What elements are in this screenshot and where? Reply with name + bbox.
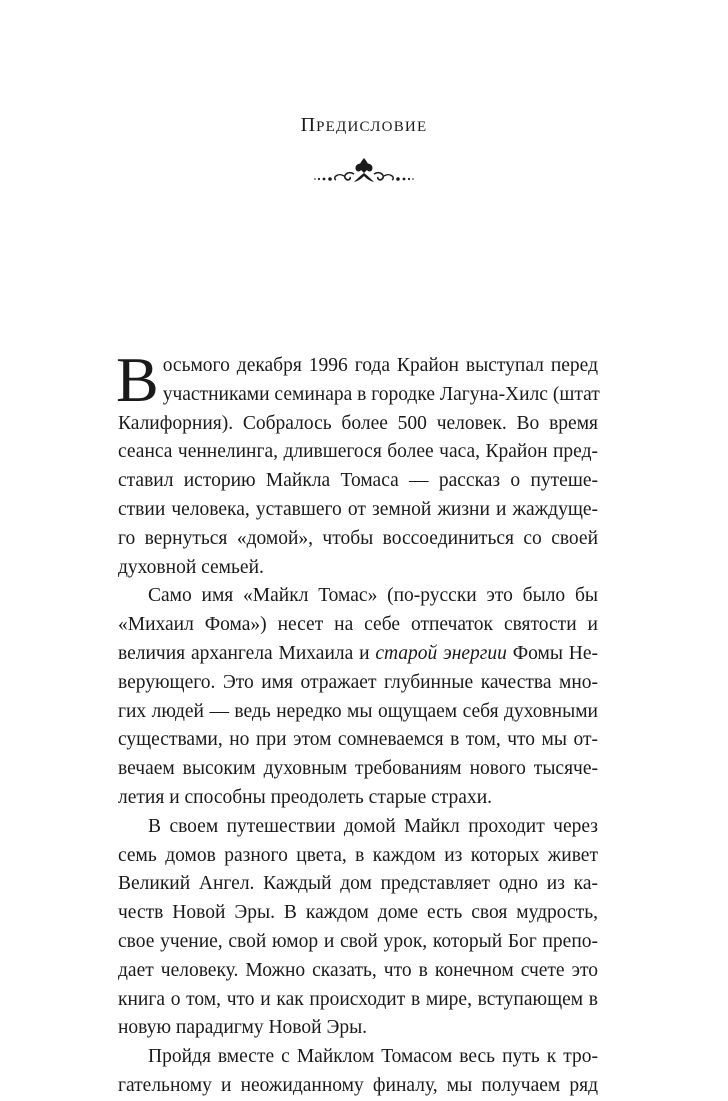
text-line: вечаем высоким духовным требованиям нового тысяче-: [118, 758, 598, 780]
text-line: [118, 640, 598, 669]
text-line: дает человеку. Можно сказать, что в конечном счете это: [118, 959, 598, 981]
text-fragment: Фомы Не-: [506, 642, 598, 664]
text-line: семь домов разного цвета, в каждом из которых живет: [118, 844, 598, 866]
text-line: честв Новой Эры. В каждом доме есть своя мудрость,: [118, 902, 598, 924]
text-line: Пройдя вместе с Майклом Томасом весь путь к тро-: [148, 1046, 598, 1068]
text-line: ствии человека, уставшего от земной жизни и жаждуще-: [118, 498, 598, 520]
text-line: В своем путешествии домой Майкл проходит через: [148, 815, 598, 837]
text-line: новую парадигму Новой Эры.: [118, 1017, 368, 1039]
ornament-icon: [310, 154, 418, 186]
text-line: осьмого декабря 1996 года Крайон выступал перед: [162, 355, 598, 376]
text-line: гих людей — ведь нередко мы ощущаем себя духовными: [118, 700, 598, 722]
title-rest: РЕДИСЛОВИЕ: [316, 119, 428, 135]
text-line: ставил историю Майкла Томаса — рассказ о путеше-: [118, 470, 598, 492]
text-line: Великий Ангел. Каждый дом представляет одно из ка-: [118, 873, 598, 895]
paragraph: [118, 813, 598, 1043]
text-line: свое учение, свой юмор и свой урок, который Бог препо-: [118, 930, 598, 952]
text-line: книга о том, что и как происходит в мире, вступающем в: [118, 988, 598, 1010]
title-first-letter: П: [300, 114, 317, 136]
paragraph: [118, 582, 598, 812]
text-line: верующего. Это имя отражает глубинные качества мно-: [118, 671, 598, 693]
text-line: «Михаил Фома») несет на себе отпечаток святости и: [118, 614, 598, 636]
text-fragment: величия архангела Михаила и: [118, 642, 376, 664]
text-line: участниками семинара в городке Лагуна-Хилс (штат: [162, 383, 600, 405]
italic-fragment: старой энергии: [375, 642, 507, 664]
text-line: сеанса ченнелинга, длившегося более часа, Крайон пред-: [118, 441, 598, 463]
paragraph: [118, 1043, 598, 1101]
page-title: [0, 114, 728, 137]
text-line: Само имя «Майкл Томас» (по-русски это было бы: [148, 585, 598, 607]
paragraph: [116, 344, 600, 582]
text-line: го вернуться «домой», чтобы воссоединиться со своей: [118, 527, 598, 549]
text-line: летия и способны преодолеть старые страхи.: [118, 786, 493, 808]
text-line: гательному и неожиданному финалу, мы получаем ряд: [118, 1074, 598, 1096]
text-line: духовной семьей.: [118, 556, 264, 578]
text-line: существами, но при этом сомневаемся в том, что мы от-: [118, 729, 598, 751]
drop-cap: В: [116, 344, 159, 415]
text-line: Калифорния). Собралось более 500 человек. Во время: [118, 412, 598, 434]
body-text: [116, 344, 600, 1101]
